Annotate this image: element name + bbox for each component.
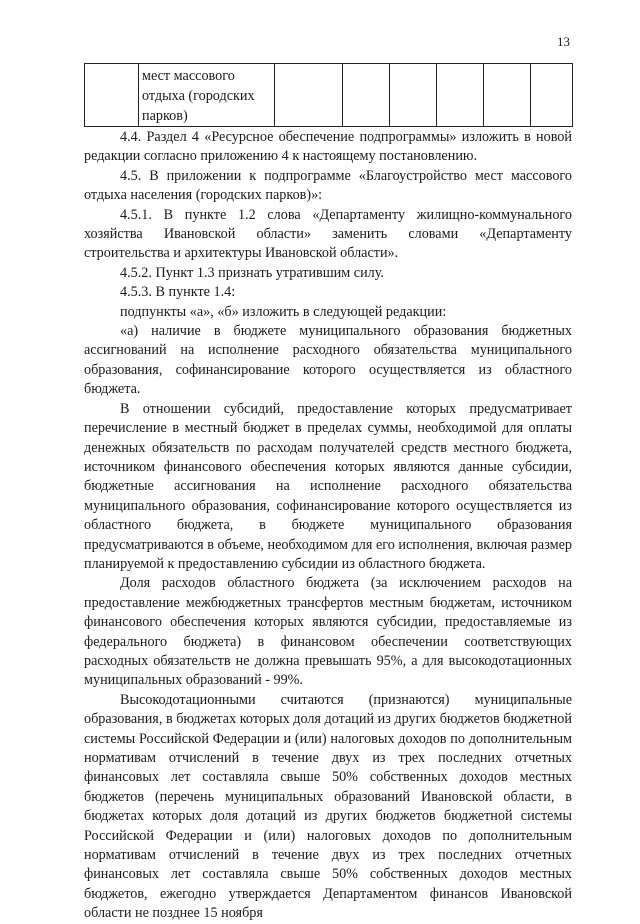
table-cell-empty [531,64,573,127]
table-row [85,64,573,127]
paragraph: Высокодотационными считаются (признаются) муниципальные образования, в бюджетах которых доля дотаций из других бюджетов бюджетной системы Российской Федерации и (или) налоговых доходов по дополнительным нормативам отчислений в течение двух из трех последних отчетных финансовых лет составляла свыше 50% собственных доходов местных бюджетов (перечень муниципальных образований Ивановской области, в бюджетах которых доля дотаций из других бюджетов бюджетной системы Российской Федерации и (или) налоговых доходов по дополнительным нормативам отчислений в течение двух из трех последних отчетных финансовых лет составляла свыше 50% собственных доходов местных бюджетов, ежегодно утверждается Департаментом финансов Ивановской области не позднее 15 ноября [84,691,572,922]
row-label-line: отдыха (городских [142,88,255,104]
paragraph: 4.5.3. В пункте 1.4: [120,284,236,301]
table-cell-number [85,64,139,127]
paragraph: «а) наличие в бюджете муниципального образования бюджетных ассигнований на исполнение расходного обязательства муниципального образования, софинансирование которого осуществляется из областного бюджета. [84,323,572,398]
paragraph: Доля расходов областного бюджета (за исключением расходов на предоставление межбюджетных трансфертов местным бюджетам, источником финансового обеспечения которых являются субсидии, предоставляемые из федерального бюджета) в финансовом обеспечении соответствующих расходных обязательств не должна превышать 95%, а для высокодотационных муниципальных образований - 99%. [84,575,572,689]
body-text [84,128,572,924]
page-number: 13 [557,34,570,49]
table-cell-empty [484,64,531,127]
row-label-line: мест массового [142,68,235,84]
paragraph: В отношении субсидий, предоставление которых предусматривает перечисление в местный бюджет в пределах суммы, необходимой для оплаты денежных обязательств по расходам получателей средств местного бюджета, источником финансового обеспечения которых являются данные субсидии, бюджетные ассигнования на исполнение расходного обязательства муниципального образования, софинансирование которого осуществляется из областного бюджета, в бюджете муниципального образования предусматриваются в объеме, необходимом для его исполнения, включая размер планируемой к предоставлению субсидии из областного бюджета. [84,400,572,572]
paragraph: 4.4. Раздел 4 «Ресурсное обеспечение подпрограммы» изложить в новой редакции согласно приложению 4 к настоящему постановлению. [84,129,572,165]
table-cell-empty [343,64,390,127]
table-cell-empty [390,64,437,127]
paragraph: 4.5.1. В пункте 1.2 слова «Департаменту жилищно-коммунального хозяйства Ивановской области» заменить словами «Департаменту строительства и архитектуры Ивановской области». [84,206,572,262]
paragraph: подпункты «а», «б» изложить в следующей редакции: [120,303,447,320]
continued-table [84,63,573,127]
paragraph: 4.5. В приложении к подпрограмме «Благоустройство мест массового отдыха населения (городских парков)»: [84,167,572,204]
row-label-line: парков) [142,108,188,124]
table-cell-name [139,64,275,127]
table-cell-empty [437,64,484,127]
paragraph: 4.5.2. Пункт 1.3 признать утратившим силу. [120,264,384,281]
table-cell-empty [275,64,343,127]
